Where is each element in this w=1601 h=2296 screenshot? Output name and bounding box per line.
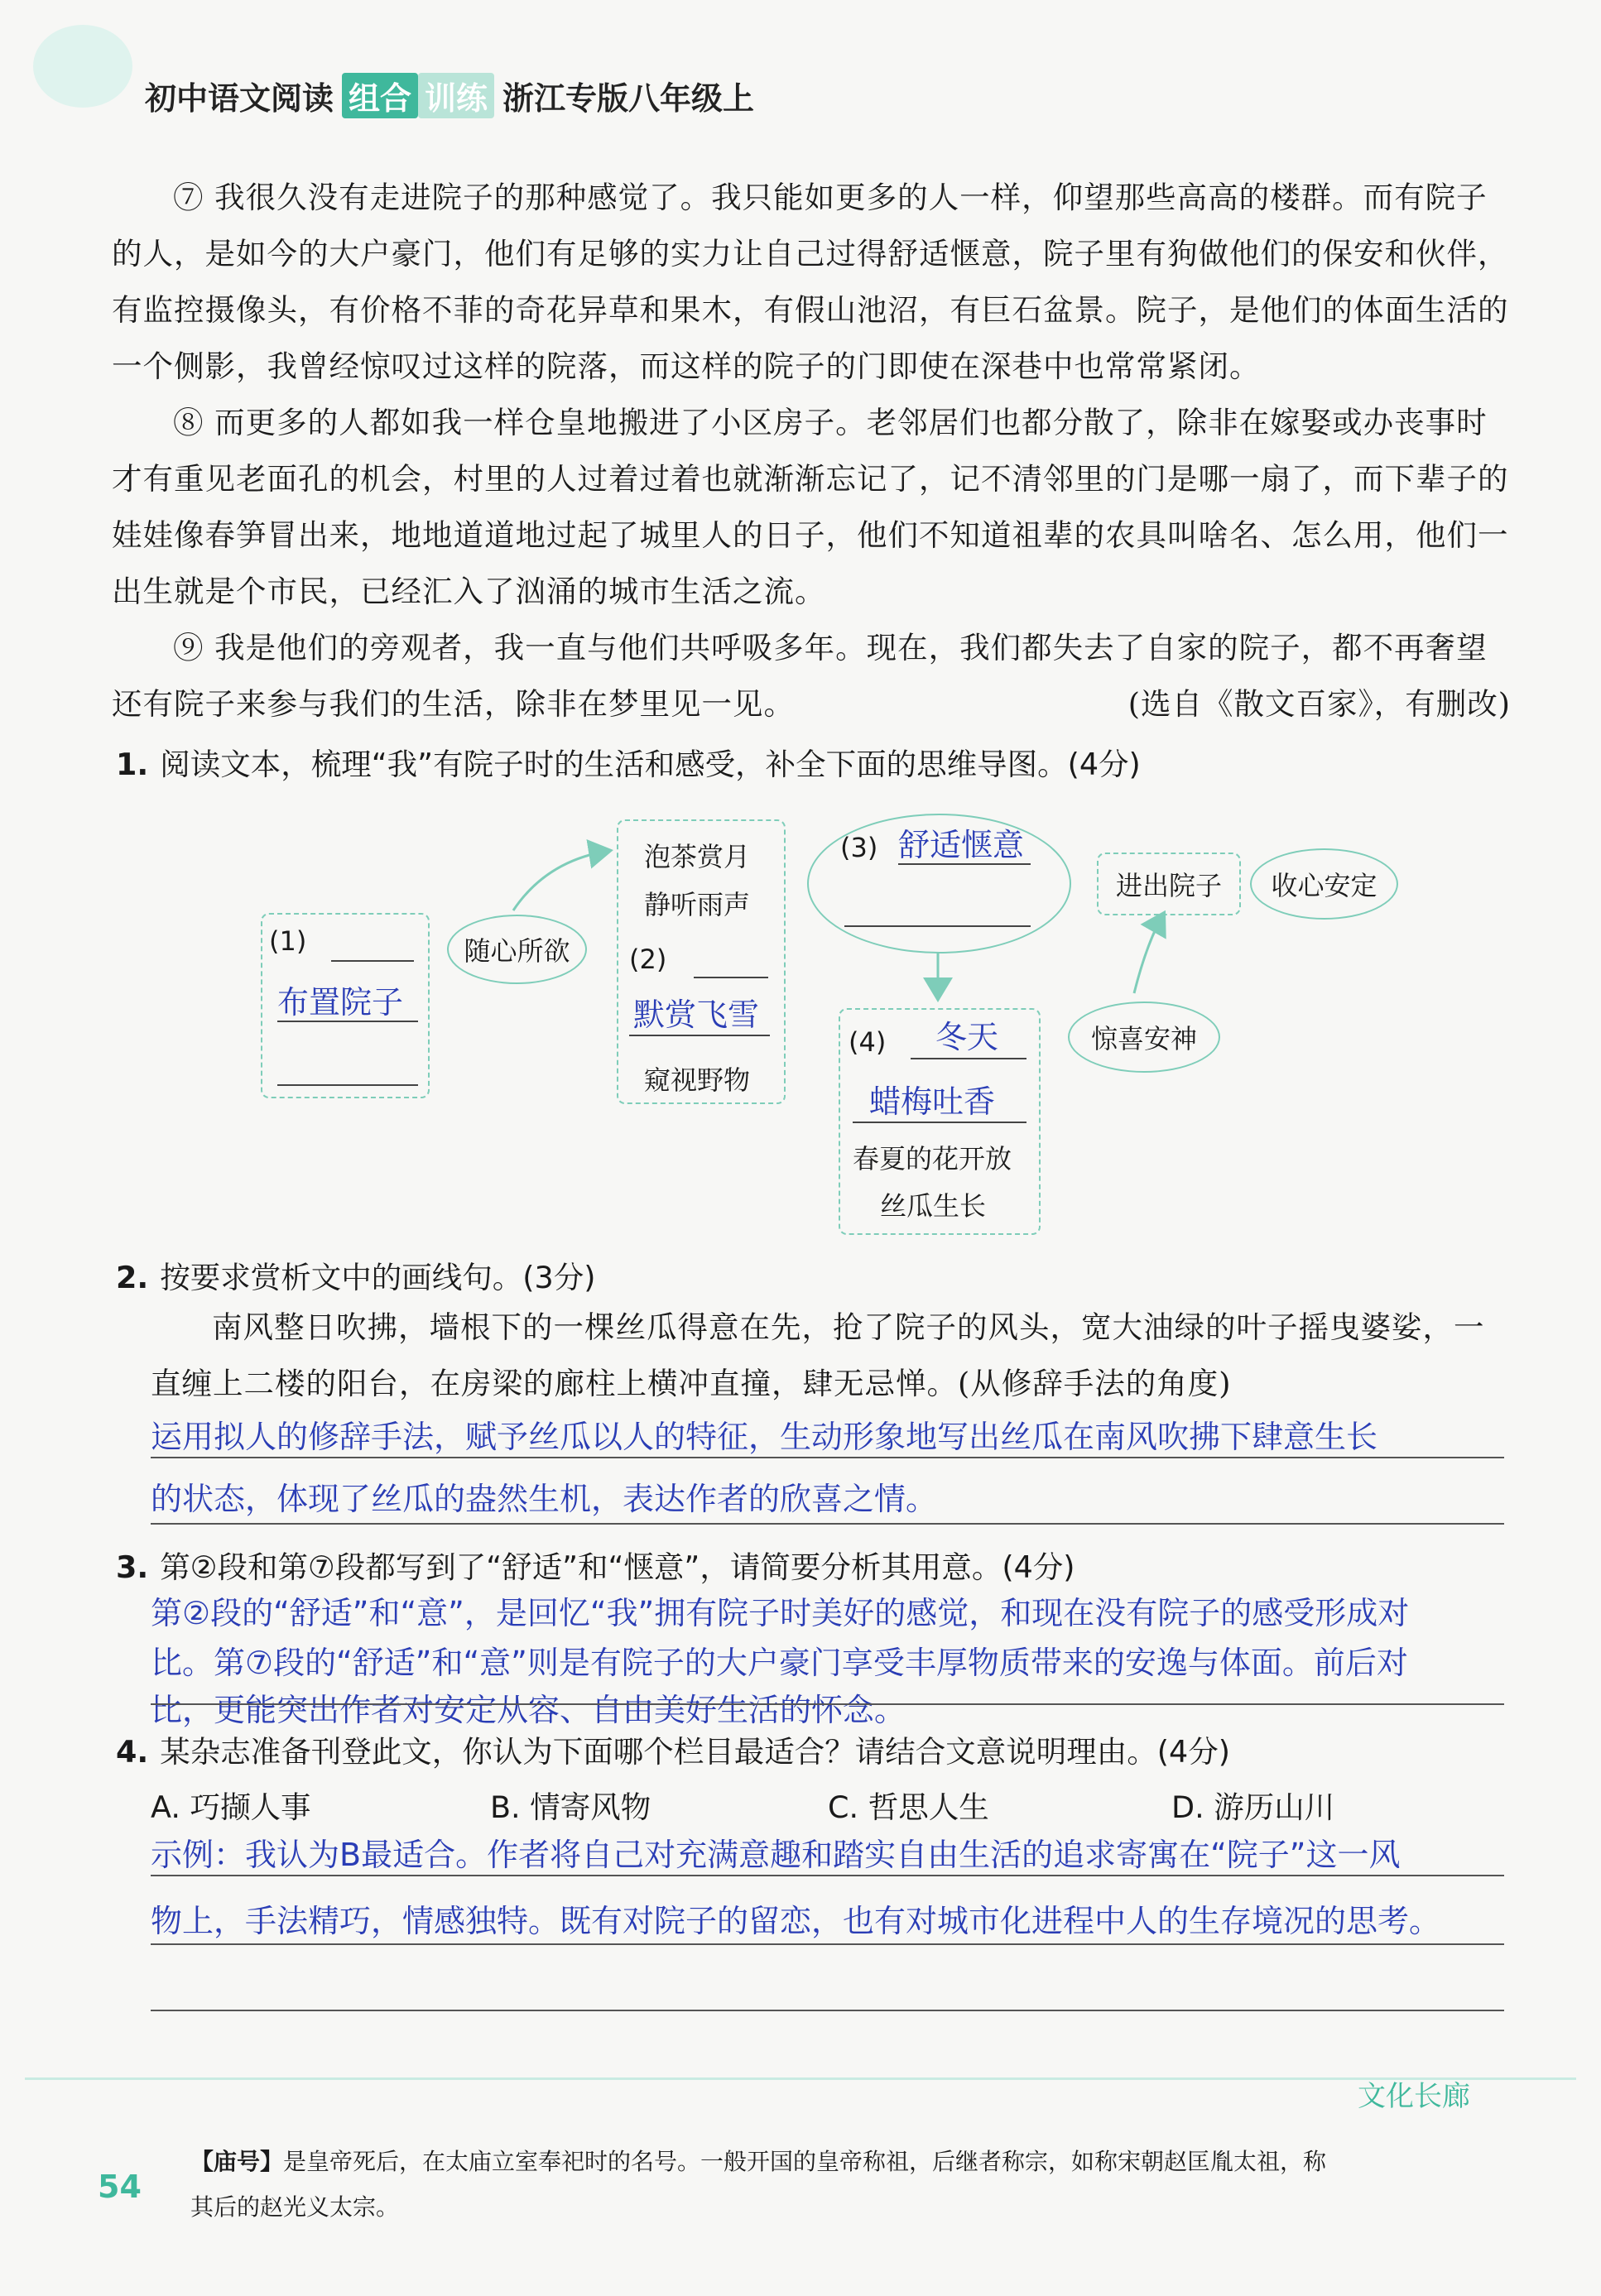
paragraph-8: ⑧ 而更多的人都如我一样仓皇地搬进了小区房子。老邻居们也都分散了，除非在嫁娶或办丧事时才有重见老面孔的机会，村里的人过着过着也就渐渐忘记了，记不清邻里的门是哪一扇了，而下辈子的娃娃像春笋冒出来，地地道道地过起了城里人的日子，他们不知道祖辈的农具叫啥名、怎么用，他们一出生就是个市民，已经汇入了汹涌的城市生活之流。: [112, 405, 1509, 609]
arrow-suixin-to-box2: [513, 851, 608, 910]
option-b: B. 情寄风物: [490, 1789, 651, 1825]
mindmap-oval-suixin: [447, 915, 587, 984]
arrow-jingxi-to-jinchu: [1134, 915, 1163, 993]
mindmap-box4-line3: 春夏的花开放: [853, 1143, 1012, 1174]
blank-line-4b: [853, 1122, 1026, 1123]
blank-line-4a: [911, 1058, 1026, 1059]
mindmap-label-2: (2): [629, 944, 667, 975]
mindmap-box-jinchu: [1097, 853, 1241, 915]
mindmap-jinchu-text: 进出院子: [1115, 870, 1222, 901]
question-2-answer-line2: 的状态，体现了丝瓜的盎然生机，表达作者的欣喜之情。: [151, 1481, 938, 1517]
answer-rule-4b: [151, 1943, 1504, 1945]
answer-rule-4c: [151, 2010, 1504, 2011]
question-3-answer-line2: 比。第⑦段的“舒适”和“意”则是有院子的大户豪门享受丰厚物质带来的安逸与体面。前后对: [151, 1645, 1408, 1681]
blank-line-1a: [331, 960, 414, 962]
mindmap-shouxin-text: 收心安定: [1271, 870, 1377, 901]
footer-note-text1: 是皇帝死后，在太庙立室奉祀时的名号。一般开国的皇帝称祖，后继者称宗，如称宋朝赵匡胤太祖，称: [283, 2148, 1327, 2175]
mindmap-box4-line4: 丝瓜生长: [880, 1190, 987, 1222]
blank-line-1b: [277, 1021, 418, 1022]
blank-line-2b: [629, 1035, 770, 1036]
mindmap-box2-line1: 泡茶赏月: [644, 841, 751, 872]
footer-note-head: 【庙号】: [190, 2148, 284, 2175]
question-3-answer-line3: 比，更能突出作者对安定从容、自由美好生活的怀念。: [151, 1692, 906, 1728]
footer-note-line1: [190, 2138, 1432, 2186]
header-title-left: 初中语文阅读: [145, 80, 334, 117]
blank-line-1c: [277, 1084, 418, 1086]
page-number: 54: [98, 2169, 142, 2205]
question-3-answer-line1: 第②段的“舒适”和“意”，是回忆“我”拥有院子时美好的感觉，和现在没有院子的感受形成对: [151, 1595, 1410, 1631]
header-title-right: 浙江专版八年级上: [502, 80, 755, 117]
mindmap-answer-2: 默赏飞雪: [633, 997, 760, 1033]
blank-line-2a: [694, 977, 768, 978]
paragraph-7: ⑦ 我很久没有走进院子的那种感觉了。我只能如更多的人一样，仰望那些高高的楼群。而有院子的人，是如今的大户豪门，他们有足够的实力让自己过得舒适惬意，院子里有狗做他们的保安和伙伴，有监控摄像头，有价格不菲的奇花异草和果木，有假山池沼，有巨石盆景。院子，是他们的体面生活的一个侧影，我曾经惊叹过这样的院落，而这样的院子的门即使在深巷中也常常紧闭。: [112, 180, 1509, 384]
question-4-text: 某杂志准备刊登此文，你认为下面哪个栏目最适合？请结合文意说明理由。(4分): [160, 1734, 1230, 1770]
answer-rule-2a: [151, 1457, 1504, 1458]
answer-rule-2b: [151, 1523, 1504, 1525]
mindmap-oval-shouxin: [1250, 848, 1398, 920]
question-1-text: 阅读文本，梳理“我”有院子时的生活和感受，补全下面的思维导图。(4分): [160, 747, 1141, 782]
mindmap-jingxi-text: 惊喜安神: [1090, 1023, 1197, 1054]
mindmap-answer-3: 舒适惬意: [898, 827, 1025, 863]
answer-rule-4a: [151, 1875, 1504, 1876]
mindmap-oval-jingxi: [1068, 1001, 1220, 1073]
question-1-number: 1.: [116, 747, 149, 782]
option-c: C. 哲思人生: [828, 1789, 989, 1825]
mindmap-label-3: (3): [840, 832, 878, 863]
option-a: A. 巧撷人事: [151, 1789, 311, 1825]
question-3: [116, 1544, 1075, 1587]
mindmap-suixin-text: 随心所欲: [464, 935, 570, 967]
footer-note-line2: 其后的赵光义太宗。: [190, 2193, 400, 2221]
mindmap-label-1: (1): [269, 925, 307, 957]
mindmap-box2-line3: 窥视野物: [644, 1064, 751, 1096]
blank-line-3b: [844, 925, 1031, 927]
question-2: [116, 1254, 595, 1297]
blank-line-3a: [898, 863, 1031, 865]
header-badge-zuhe: 组合: [342, 73, 418, 118]
question-3-text: 第②段和第⑦段都写到了“舒适”和“惬意”，请简要分析其用意。(4分): [160, 1549, 1075, 1585]
source-citation: (选自《散文百家》，有删改): [1127, 686, 1511, 722]
question-4: [116, 1728, 1230, 1771]
question-2-text: 按要求赏析文中的画线句。(3分): [160, 1260, 596, 1295]
paragraph-9-text: ⑨ 我是他们的旁观者，我一直与他们共呼吸多年。现在，我们都失去了自家的院子，都不再奢望还有院子来参与我们的生活，除非在梦里见一见。: [112, 630, 1488, 722]
mindmap-label-4: (4): [849, 1026, 887, 1058]
mindmap-answer-1: 布置院子: [277, 984, 404, 1021]
question-4-number: 4.: [116, 1734, 149, 1770]
mindmap-answer-4b: 蜡梅吐香: [869, 1083, 996, 1120]
mindmap-box2-line2: 静听雨声: [644, 889, 751, 920]
question-4-answer-line1: 示例：我认为B最适合。作者将自己对充满意趣和踏实自由生活的追求寄寓在“院子”这一风: [151, 1837, 1401, 1873]
header-badge-xunlian: 训练: [418, 73, 494, 118]
footer-divider: [25, 2077, 1576, 2080]
question-4-answer-line2: 物上，手法精巧，情感独特。既有对院子的留恋，也有对城市化进程中人的生存境况的思考。: [151, 1903, 1441, 1939]
question-2-number: 2.: [116, 1260, 149, 1295]
footer-culture-label: 文化长廊: [1358, 2080, 1470, 2113]
question-3-number: 3.: [116, 1549, 149, 1585]
mindmap-answer-4a: 冬天: [935, 1019, 999, 1055]
answer-rule-3: [151, 1703, 1504, 1705]
option-d: D. 游历山川: [1171, 1789, 1335, 1825]
question-2-quote: 南风整日吹拂，墙根下的一棵丝瓜得意在先，抢了院子的风头，宽大油绿的叶子摇曳婆娑，一直缠上二楼的阳台，在房梁的廊柱上横冲直撞，肆无忌惮。(从修辞手法的角度): [151, 1309, 1485, 1401]
question-2-answer-line1: 运用拟人的修辞手法，赋予丝瓜以人的特征，生动形象地写出丝瓜在南风吹拂下肆意生长: [151, 1419, 1378, 1455]
